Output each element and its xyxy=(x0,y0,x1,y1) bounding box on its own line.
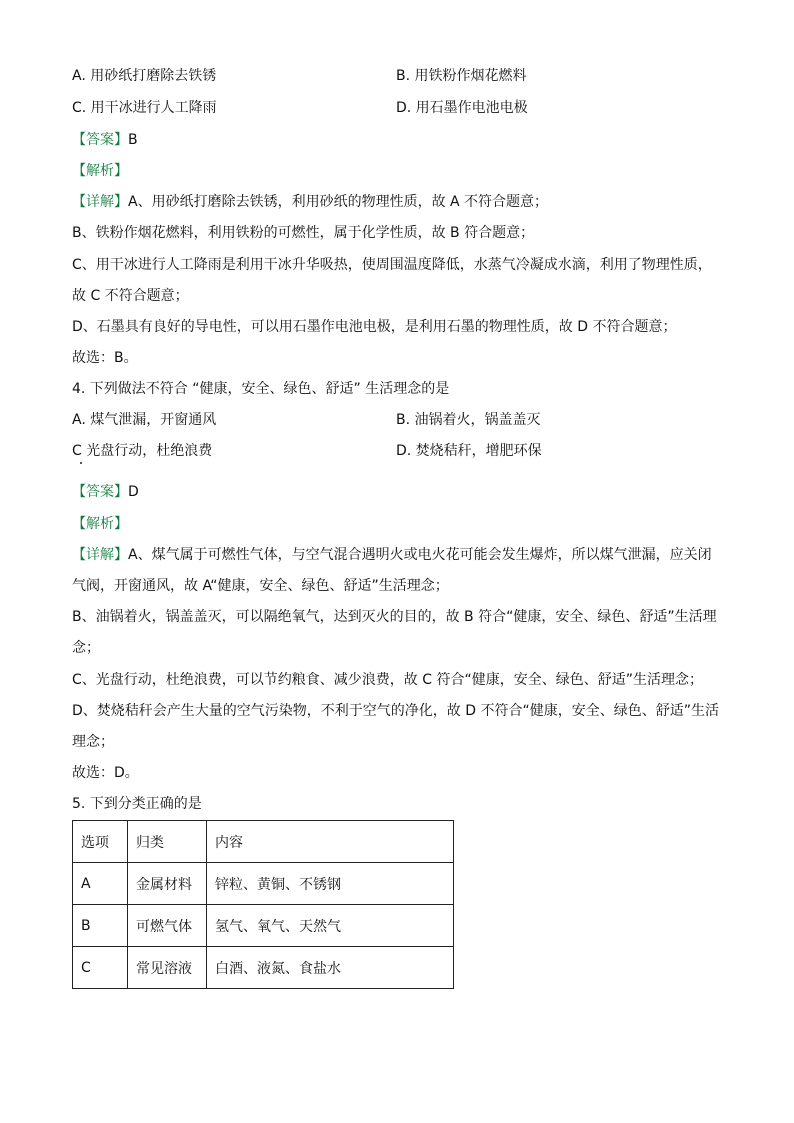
table-row xyxy=(73,905,454,947)
table-cell: 可燃气体 xyxy=(128,905,207,947)
q3-option-a: A. 用砂纸打磨除去铁锈 xyxy=(72,68,217,84)
header-cell: 选项 xyxy=(73,821,128,863)
q3-option-c: C. 用干冰进行人工降雨 xyxy=(72,100,217,116)
q4-answer xyxy=(72,482,139,502)
table-cell: C xyxy=(73,947,128,989)
table-row xyxy=(73,863,454,905)
q3-detail-line: C、用干冰进行人工降雨是利用干冰升华吸热，使周围温度降低，水蒸气冷凝成水滴，利用了物理性质， xyxy=(72,257,712,273)
q3-option-d: D. 用石墨作电池电极 xyxy=(396,100,528,116)
q3-detail-line: D、石墨具有良好的导电性，可以用石墨作电池电极，是利用石墨的物理性质，故 D 不符合题意； xyxy=(72,319,677,335)
table-cell: 金属材料 xyxy=(128,863,207,905)
q4-detail-line: B、油锅着火，锅盖盖灭，可以隔绝氧气，达到灭火的目的，故 B 符合“健康，安全、绿色、舒适”生活理 xyxy=(72,609,717,625)
q3-detail-line xyxy=(72,192,548,212)
classification-table xyxy=(72,820,454,989)
answer-tag: 【答案】 xyxy=(72,132,128,148)
table-cell: 常见溶液 xyxy=(128,947,207,989)
q3-analysis-tag: 【解析】 xyxy=(72,163,128,179)
q4-option-b: B. 油锅着火，锅盖盖灭 xyxy=(396,412,541,428)
table-cell: 氢气、氧气、天然气 xyxy=(207,905,454,947)
answer-tag: 【答案】 xyxy=(72,484,128,500)
q4-detail-line xyxy=(72,545,712,565)
q3-conclusion: 故选：B。 xyxy=(72,350,138,366)
detail-tag: 【详解】 xyxy=(72,547,128,563)
detail-text: A、煤气属于可燃性气体，与空气混合遇明火或电火花可能会发生爆炸，所以煤气泄漏，应关闭 xyxy=(128,547,712,563)
table-cell: A xyxy=(73,863,128,905)
table-cell: B xyxy=(73,905,128,947)
table-header-row xyxy=(73,821,454,863)
q4-stem: 4. 下列做法不符合 “健康，安全、绿色、舒适” 生活理念的是 xyxy=(72,381,450,397)
header-cell: 归类 xyxy=(128,821,207,863)
q4-detail-line: C、光盘行动，杜绝浪费，可以节约粮食、减少浪费，故 C 符合“健康，安全、绿色、舒适”生活理念； xyxy=(72,672,703,688)
q4-option-a: A. 煤气泄漏，开窗通风 xyxy=(72,412,217,428)
q3-detail-line: 故 C 不符合题意； xyxy=(72,288,189,304)
q3-answer xyxy=(72,130,138,150)
detail-tag: 【详解】 xyxy=(72,194,128,210)
q4-option-c: C 光盘行动，杜绝浪费 xyxy=(72,443,213,459)
table-cell: 锌粒、黄铜、不锈钢 xyxy=(207,863,454,905)
detail-text: A、用砂纸打磨除去铁锈，利用砂纸的物理性质，故 A 不符合题意； xyxy=(128,194,549,210)
q4-conclusion: 故选：D。 xyxy=(72,765,139,781)
q5-stem: 5. 下到分类正确的是 xyxy=(72,796,202,812)
answer-value: B xyxy=(128,132,138,148)
q4-detail-line: 念； xyxy=(72,640,100,656)
table-cell: 白酒、液氮、食盐水 xyxy=(207,947,454,989)
stray-dot xyxy=(80,462,82,464)
q3-option-b: B. 用铁粉作烟花燃料 xyxy=(396,68,527,84)
q4-analysis-tag: 【解析】 xyxy=(72,516,128,532)
q4-detail-line: 气阀，开窗通风，故 A“健康，安全、绿色、舒适”生活理念； xyxy=(72,578,449,594)
q4-option-d: D. 焚烧秸秆，增肥环保 xyxy=(396,443,542,459)
q4-detail-line: D、焚烧秸秆会产生大量的空气污染物，不利于空气的净化，故 D 不符合“健康，安全、绿色、舒适”生活 xyxy=(72,703,719,719)
q3-detail-line: B、铁粉作烟花燃料，利用铁粉的可燃性，属于化学性质，故 B 符合题意； xyxy=(72,225,535,241)
q4-detail-line: 理念； xyxy=(72,734,114,750)
header-cell: 内容 xyxy=(207,821,454,863)
answer-value: D xyxy=(128,484,139,500)
table-row xyxy=(73,947,454,989)
